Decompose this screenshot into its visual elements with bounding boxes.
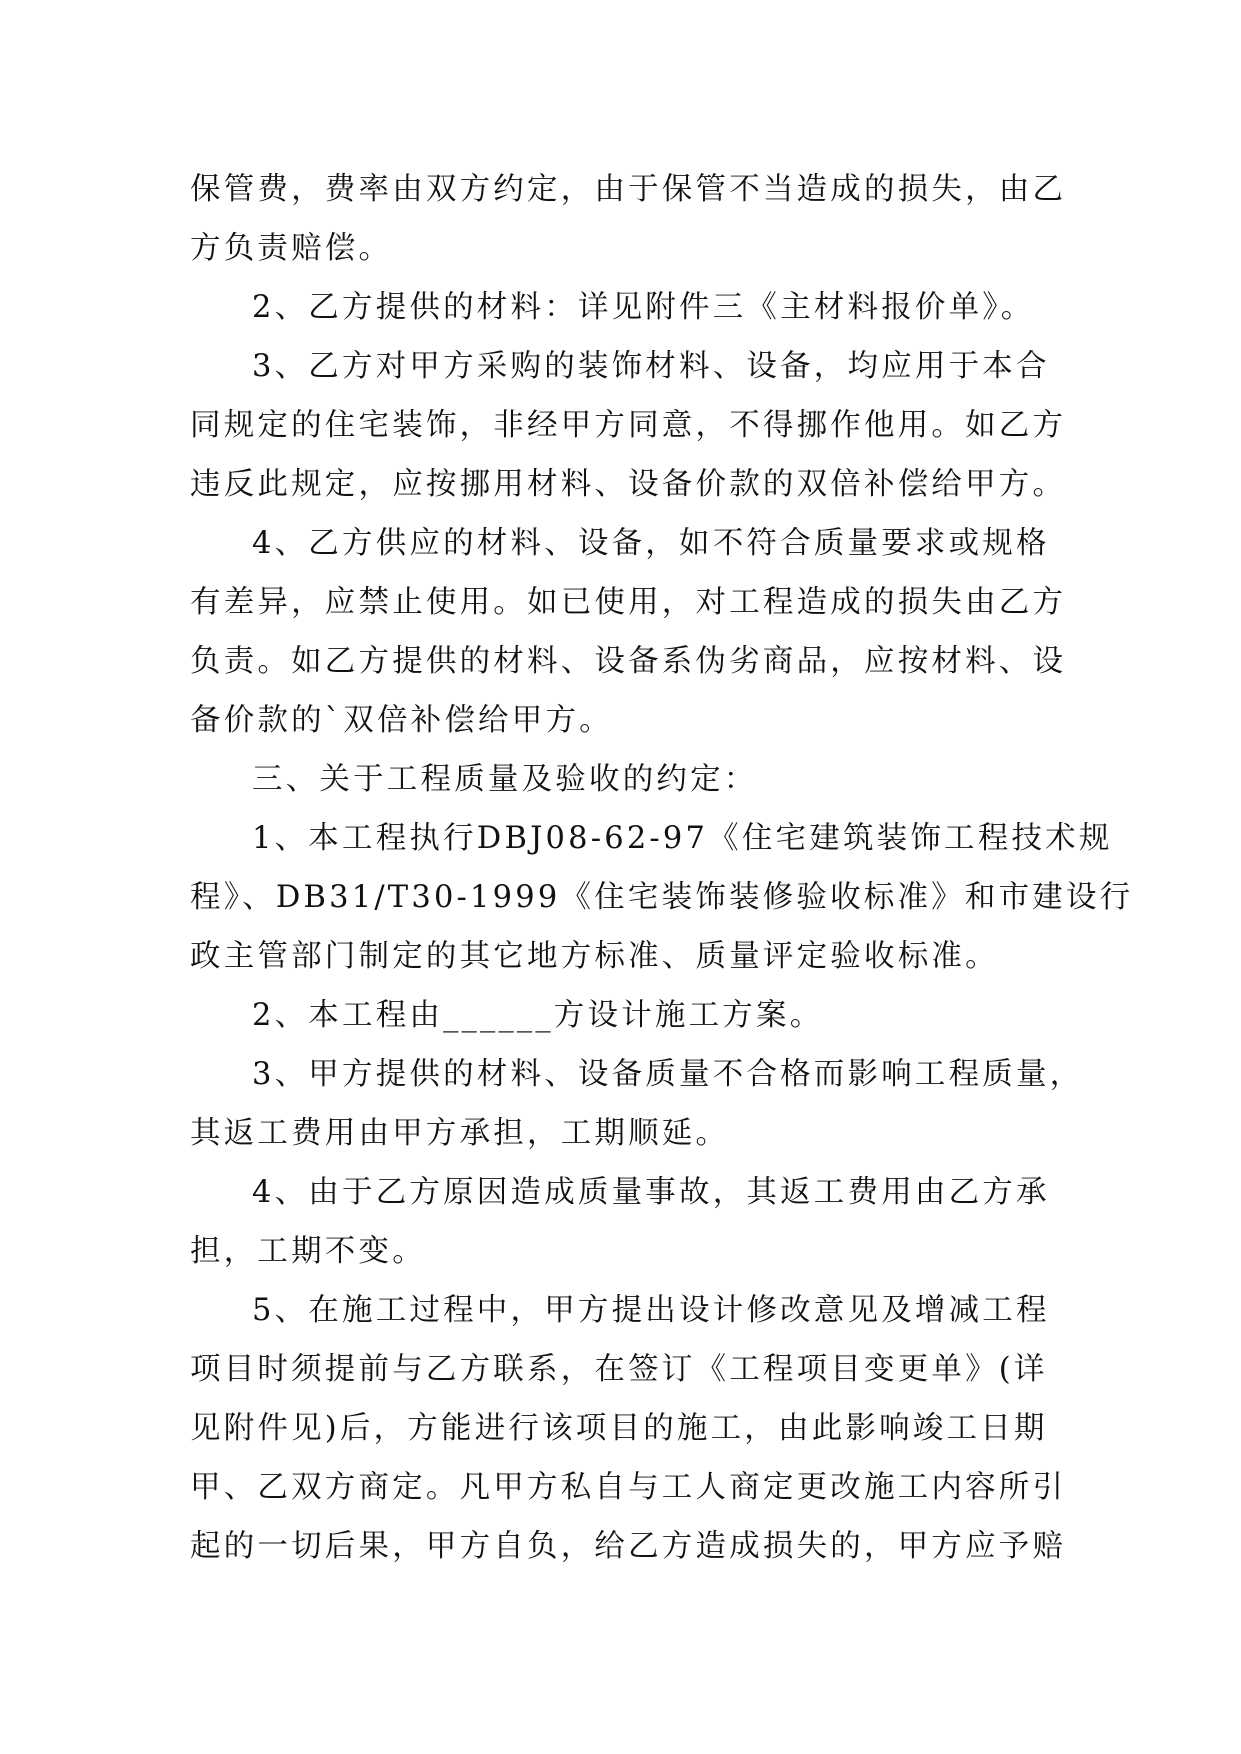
text-line: 3、乙方对甲方采购的装饰材料、设备，均应用于本合 xyxy=(252,349,1050,384)
text-line: 程》、DB31/T30-1999《住宅装饰装修验收标准》和市建设行 xyxy=(190,880,1134,915)
text-line: 2、乙方提供的材料：详见附件三《主材料报价单》。 xyxy=(252,290,1035,325)
text-line: 负责。如乙方提供的材料、设备系伪劣商品，应按材料、设 xyxy=(190,644,1067,679)
text-line: 项目时须提前与乙方联系，在签订《工程项目变更单》(详 xyxy=(190,1352,1048,1387)
text-line: 2、本工程由______方设计施工方案。 xyxy=(252,998,824,1033)
text-line: 5、在施工过程中，甲方提出设计修改意见及增减工程 xyxy=(252,1293,1050,1328)
text-line: 有差异，应禁止使用。如已使用，对工程造成的损失由乙方 xyxy=(190,585,1067,620)
text-line: 4、乙方供应的材料、设备，如不符合质量要求或规格 xyxy=(252,526,1050,561)
text-line: 保管费，费率由双方约定，由于保管不当造成的损失，由乙 xyxy=(190,172,1067,207)
text-line: 起的一切后果，甲方自负，给乙方造成损失的，甲方应予赔 xyxy=(190,1529,1067,1564)
text-line: 同规定的住宅装饰，非经甲方同意，不得挪作他用。如乙方 xyxy=(190,408,1067,443)
document-body xyxy=(190,160,1134,1576)
text-line: 政主管部门制定的其它地方标准、质量评定验收标准。 xyxy=(190,939,999,974)
text-line: 见附件见)后，方能进行该项目的施工，由此影响竣工日期 xyxy=(190,1411,1048,1446)
text-line: 3、甲方提供的材料、设备质量不合格而影响工程质量， xyxy=(252,1057,1084,1092)
text-line: 方负责赔偿。 xyxy=(190,231,393,266)
text-line: 甲、乙双方商定。凡甲方私自与工人商定更改施工内容所引 xyxy=(190,1470,1067,1505)
text-line: 4、由于乙方原因造成质量事故，其返工费用由乙方承 xyxy=(252,1175,1050,1210)
text-line: 违反此规定，应按挪用材料、设备价款的双倍补偿给甲方。 xyxy=(190,467,1067,502)
text-line: 1、本工程执行DBJ08-62-97《住宅建筑装饰工程技术规 xyxy=(252,821,1113,856)
text-line: 担，工期不变。 xyxy=(190,1234,426,1269)
text-line: 三、关于工程质量及验收的约定： xyxy=(252,762,758,797)
text-line: 备价款的`双倍补偿给甲方。 xyxy=(190,703,613,738)
text-line: 其返工费用由甲方承担，工期顺延。 xyxy=(190,1116,730,1151)
